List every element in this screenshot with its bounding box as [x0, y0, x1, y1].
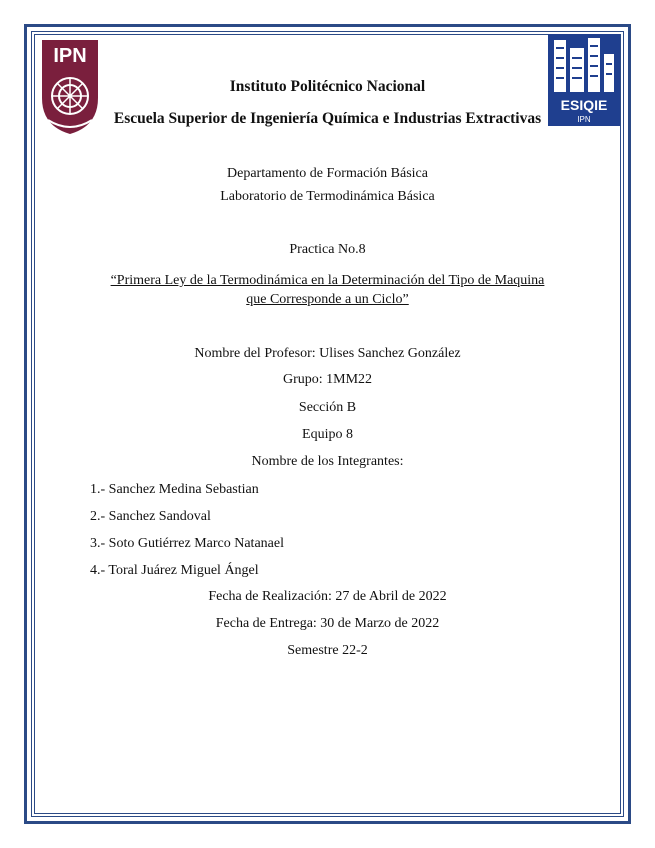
school-title: Escuela Superior de Ingeniería Química e Industrias Extractivas [113, 110, 542, 127]
member-item: 2.- Sanchez Sandoval [90, 509, 211, 524]
professor-name: Nombre del Profesor: Ulises Sanchez González [194, 346, 461, 361]
member-item: 4.- Toral Juárez Miguel Ángel [90, 563, 259, 578]
member-item: 3.- Soto Gutiérrez Marco Natanael [90, 536, 284, 551]
practice-title-line-1: “Primera Ley de la Termodinámica en la Determinación del Tipo de Maquina [110, 273, 545, 288]
members-heading: Nombre de los Integrantes: [251, 454, 404, 469]
page-border-inner-2 [34, 34, 621, 814]
laboratory-name: Laboratorio de Termodinámica Básica [220, 189, 435, 204]
practice-number: Practica No.8 [289, 242, 366, 257]
group-label: Grupo: 1MM22 [282, 372, 373, 387]
esiqie-logo-text: ESIQIE [560, 97, 608, 113]
delivery-date: Fecha de Entrega: 30 de Marzo de 2022 [215, 616, 440, 631]
member-item: 1.- Sanchez Medina Sebastian [90, 482, 259, 497]
practice-title-line-2: que Corresponde a un Ciclo” [246, 292, 409, 307]
esiqie-ipn-text: IPN [577, 115, 591, 124]
section-label: Sección B [298, 400, 357, 415]
semester-label: Semestre 22-2 [287, 643, 368, 658]
realization-date: Fecha de Realización: 27 de Abril de 2022 [208, 589, 447, 604]
team-label: Equipo 8 [302, 427, 353, 442]
institution-title: Instituto Politécnico Nacional [229, 78, 426, 95]
department-name: Departamento de Formación Básica [227, 166, 428, 181]
ipn-logo-text: IPN [53, 45, 87, 67]
